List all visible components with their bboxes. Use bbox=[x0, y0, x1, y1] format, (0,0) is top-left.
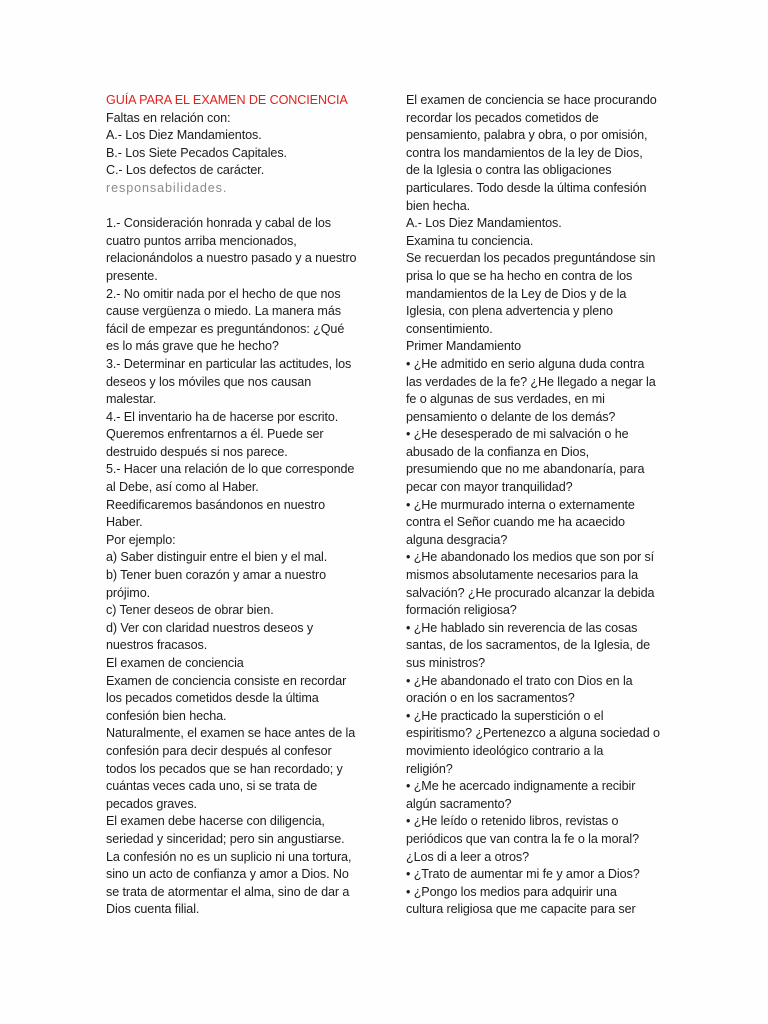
text-line: de la Iglesia o contra las obligaciones bbox=[406, 163, 612, 178]
text-line: 2.- No omitir nada por el hecho de que nos bbox=[106, 286, 341, 301]
text-line: malestar. bbox=[106, 392, 157, 407]
right-column bbox=[406, 92, 664, 919]
text-line: • ¿He admitido en serio alguna duda contra bbox=[406, 356, 645, 371]
text-line: Dios cuenta filial. bbox=[106, 902, 200, 917]
text-line: fe o algunas de sus verdades, en mi bbox=[406, 392, 605, 407]
text-line: recordar los pecados cometidos de bbox=[406, 110, 599, 125]
text-line: al Debe, así como al Haber. bbox=[106, 480, 259, 495]
text-line: • ¿Pongo los medios para adquirir una bbox=[406, 884, 617, 899]
text-line: religión? bbox=[406, 761, 453, 776]
text-line: 5.- Hacer una relación de lo que corresponde bbox=[106, 462, 355, 477]
text-line: oración o en los sacramentos? bbox=[406, 691, 575, 706]
right-body-text bbox=[406, 92, 664, 919]
text-line: • ¿Trato de aumentar mi fe y amor a Dios? bbox=[406, 867, 640, 882]
text-line: abusado de la confianza en Dios, bbox=[406, 444, 590, 459]
text-line: las verdades de la fe? ¿He llegado a negar la bbox=[406, 374, 656, 389]
text-line: deseos y los móviles que nos causan bbox=[106, 374, 312, 389]
text-line: A.- Los Diez Mandamientos. bbox=[406, 216, 562, 231]
text-line: relacionándolos a nuestro pasado y a nuestro bbox=[106, 251, 357, 266]
text-line: es lo más grave que he hecho? bbox=[106, 339, 279, 354]
text-line: • ¿He murmurado interna o externamente bbox=[406, 497, 635, 512]
text-line: cause vergüenza o miedo. La manera más bbox=[106, 304, 341, 319]
text-line: confesión bien hecha. bbox=[106, 708, 227, 723]
text-line: movimiento ideológico contrario a la bbox=[406, 743, 604, 758]
text-line: mismos absolutamente necesarios para la bbox=[406, 568, 638, 583]
text-line: ¿Los di a leer a otros? bbox=[406, 849, 530, 864]
text-line: los pecados cometidos desde la última bbox=[106, 691, 319, 706]
intro-line: A.- Los Diez Mandamientos. bbox=[106, 128, 262, 143]
left-body-text bbox=[106, 215, 368, 919]
text-line: Primer Mandamiento bbox=[406, 339, 522, 354]
text-line: todos los pecados que se han recordado; y bbox=[106, 761, 343, 776]
intro-line: B.- Los Siete Pecados Capitales. bbox=[106, 145, 287, 160]
paragraph-gap bbox=[106, 198, 368, 216]
text-line: santas, de los sacramentos, de la Iglesia, de bbox=[406, 638, 651, 653]
text-line: prisa lo que se ha hecho en contra de los bbox=[406, 268, 633, 283]
text-line: El examen de conciencia bbox=[106, 656, 244, 670]
text-line: • ¿He abandonado los medios que son por sí bbox=[406, 550, 655, 565]
text-line: a) Saber distinguir entre el bien y el mal. bbox=[106, 550, 328, 565]
text-line: Por ejemplo: bbox=[106, 532, 176, 547]
text-line: • ¿He abandonado el trato con Dios en la bbox=[406, 673, 633, 688]
text-line: bien hecha. bbox=[406, 198, 471, 213]
text-line: se trata de atormentar el alma, sino de dar a bbox=[106, 884, 350, 899]
text-line: salvación? ¿He procurado alcanzar la debida bbox=[406, 585, 655, 600]
text-line: presumiendo que no me abandonaría, para bbox=[406, 462, 645, 477]
intro-line: Faltas en relación con: bbox=[106, 110, 231, 125]
text-line: nuestros fracasos. bbox=[106, 638, 208, 653]
text-line: 4.- El inventario ha de hacerse por escrito. bbox=[106, 409, 339, 424]
text-line: El examen debe hacerse con diligencia, bbox=[106, 814, 325, 829]
document-title: GUÍA PARA EL EXAMEN DE CONCIENCIA bbox=[106, 93, 348, 107]
text-line: 3.- Determinar en particular las actitudes, los bbox=[106, 356, 352, 371]
intro-line: C.- Los defectos de carácter. bbox=[106, 163, 265, 178]
text-line: sus ministros? bbox=[406, 656, 486, 670]
left-column bbox=[106, 92, 368, 919]
text-line: mandamientos de la Ley de Dios y de la bbox=[406, 286, 627, 301]
text-line: Iglesia, con plena advertencia y pleno bbox=[406, 304, 613, 319]
text-line: algún sacramento? bbox=[406, 796, 512, 811]
text-line: Se recuerdan los pecados preguntándose sin bbox=[406, 251, 656, 266]
text-line: • ¿He hablado sin reverencia de las cosas bbox=[406, 620, 638, 635]
text-line: formación religiosa? bbox=[406, 603, 517, 618]
text-line: d) Ver con claridad nuestros deseos y bbox=[106, 620, 314, 635]
text-line: • ¿He practicado la superstición o el bbox=[406, 708, 604, 723]
text-line: cuántas veces cada uno, si se trata de bbox=[106, 779, 318, 794]
gray-note-line: responsabilidades. bbox=[106, 180, 228, 195]
text-line: alguna desgracia? bbox=[406, 532, 508, 547]
text-line: • ¿Me he acercado indignamente a recibir bbox=[406, 779, 636, 794]
text-line: contra los mandamientos de la ley de Dios, bbox=[406, 145, 643, 160]
text-line: El examen de conciencia se hace procurando bbox=[406, 93, 657, 107]
text-line: Naturalmente, el examen se hace antes de la bbox=[106, 726, 356, 741]
text-line: destruido después si nos parece. bbox=[106, 444, 288, 459]
text-line: espiritismo? ¿Pertenezco a alguna sociedad o bbox=[406, 726, 660, 741]
text-line: pensamiento o delante de los demás? bbox=[406, 409, 616, 424]
text-line: pecados graves. bbox=[106, 796, 197, 811]
text-line: Examen de conciencia consiste en recordar bbox=[106, 673, 347, 688]
text-line: • ¿He desesperado de mi salvación o he bbox=[406, 427, 629, 442]
text-line: La confesión no es un suplicio ni una tortura, bbox=[106, 849, 352, 864]
text-line: fácil de empezar es preguntándonos: ¿Qué bbox=[106, 321, 345, 336]
text-line: cultura religiosa que me capacite para ser bbox=[406, 902, 636, 917]
text-line: sino un acto de confianza y amor a Dios. No bbox=[106, 867, 349, 882]
text-line: pecar con mayor tranquilidad? bbox=[406, 480, 573, 495]
text-line: pensamiento, palabra y obra, o por omisión, bbox=[406, 128, 648, 143]
text-line: consentimiento. bbox=[406, 321, 493, 336]
text-line: Queremos enfrentarnos a él. Puede ser bbox=[106, 427, 324, 442]
text-line: cuatro puntos arriba mencionados, bbox=[106, 233, 297, 248]
text-line: prójimo. bbox=[106, 585, 150, 600]
text-line: presente. bbox=[106, 268, 158, 283]
text-line: confesión para decir después al confesor bbox=[106, 743, 332, 758]
text-line: seriedad y sinceridad; pero sin angustiarse. bbox=[106, 831, 345, 846]
text-line: c) Tener deseos de obrar bien. bbox=[106, 603, 274, 618]
text-line: 1.- Consideración honrada y cabal de los bbox=[106, 216, 331, 231]
text-line: particulares. Todo desde la última confesión bbox=[406, 180, 647, 195]
text-line: Haber. bbox=[106, 515, 143, 530]
text-line: periódicos que van contra la fe o la moral? bbox=[406, 831, 640, 846]
text-line: b) Tener buen corazón y amar a nuestro bbox=[106, 568, 326, 583]
text-line: Reedificaremos basándonos en nuestro bbox=[106, 497, 326, 512]
text-line: • ¿He leído o retenido libros, revistas o bbox=[406, 814, 619, 829]
text-line: Examina tu conciencia. bbox=[406, 233, 534, 248]
text-line: contra el Señor cuando me ha acaecido bbox=[406, 515, 625, 530]
